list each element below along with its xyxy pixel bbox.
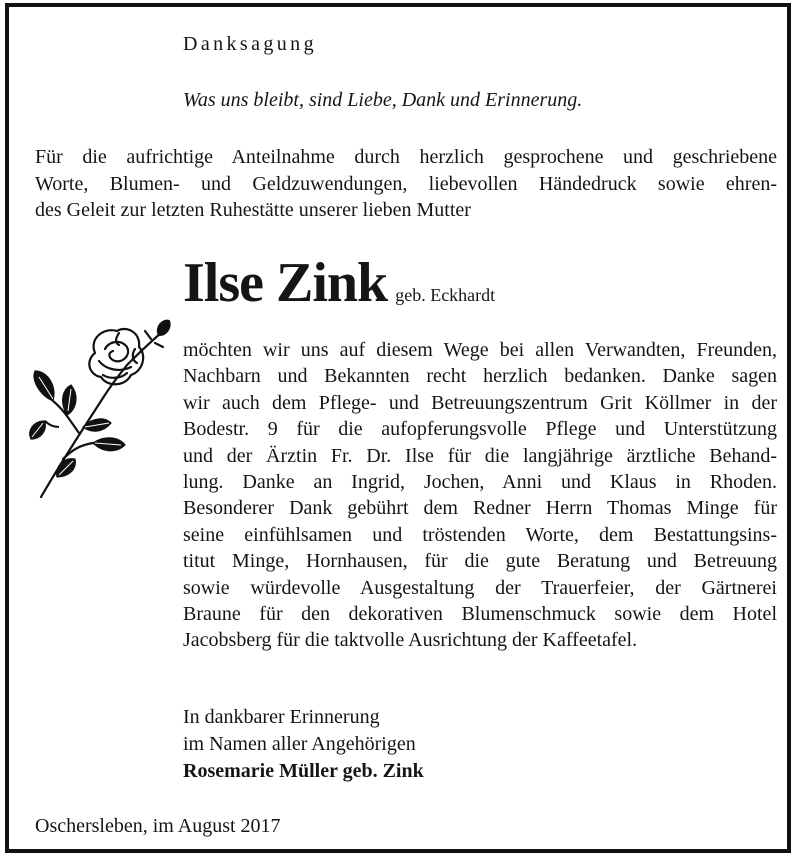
birth-name: geb. Eckhardt <box>395 285 496 305</box>
body-line: Bodestr. 9 für die aufopferungsvolle Pflege und Unterstützung <box>183 418 777 441</box>
closing-line: im Namen aller Angehörigen <box>183 733 416 755</box>
closing-block <box>183 704 424 785</box>
body-line: Braune für den dekorativen Blumenschmuck sowie dem Hotel <box>183 603 777 626</box>
closing-line: In dankbarer Erinnerung <box>183 706 380 728</box>
notice-heading: Danksagung <box>183 33 317 55</box>
deceased-name-row <box>183 251 495 315</box>
intro-line: Worte, Blumen- und Geldzuwendungen, liebevollen Händedruck sowie ehren- <box>35 172 777 195</box>
thanks-paragraph <box>183 337 777 654</box>
rose-icon <box>23 309 173 499</box>
body-line: lung. Danke an Ingrid, Jochen, Anni und Klaus in Rhoden. <box>183 471 777 494</box>
place-date: Oschersleben, im August 2017 <box>35 815 281 837</box>
body-line: Nachbarn und Bekannten recht herzlich bedanken. Danke sagen <box>183 365 777 388</box>
obituary-notice <box>5 3 791 853</box>
body-line: Besonderer Dank gebührt dem Redner Herrn Thomas Minge für <box>183 497 777 520</box>
body-line: möchten wir uns auf diesem Wege bei allen Verwandten, Freunden, <box>183 339 777 361</box>
intro-line: Für die aufrichtige Anteilnahme durch herzlich gesprochene und geschriebene <box>35 146 777 168</box>
signer-name: Rosemarie Müller geb. Zink <box>183 760 424 782</box>
body-line: seine einfühlsamen und tröstenden Worte, dem Bestattungsins- <box>183 523 777 546</box>
intro-paragraph <box>35 144 777 224</box>
body-line: sowie würdevolle Ausgestaltung der Trauerfeier, der Gärtnerei <box>183 576 777 599</box>
deceased-name: Ilse Zink <box>183 252 388 314</box>
motto: Was uns bleibt, sind Liebe, Dank und Erinnerung. <box>183 89 583 111</box>
body-line: Jacobsberg für die taktvolle Ausrichtung der Kaffeetafel. <box>183 629 638 652</box>
intro-line: des Geleit zur letzten Ruhestätte unserer lieben Mutter <box>35 199 471 221</box>
body-line: wir auch dem Pflege- und Betreuungszentrum Grit Köllmer in der <box>183 391 777 414</box>
body-line: und der Ärztin Fr. Dr. Ilse für die langjährige ärztliche Behand- <box>183 444 777 467</box>
body-line: titut Minge, Hornhausen, für die gute Beratung und Betreuung <box>183 550 777 573</box>
